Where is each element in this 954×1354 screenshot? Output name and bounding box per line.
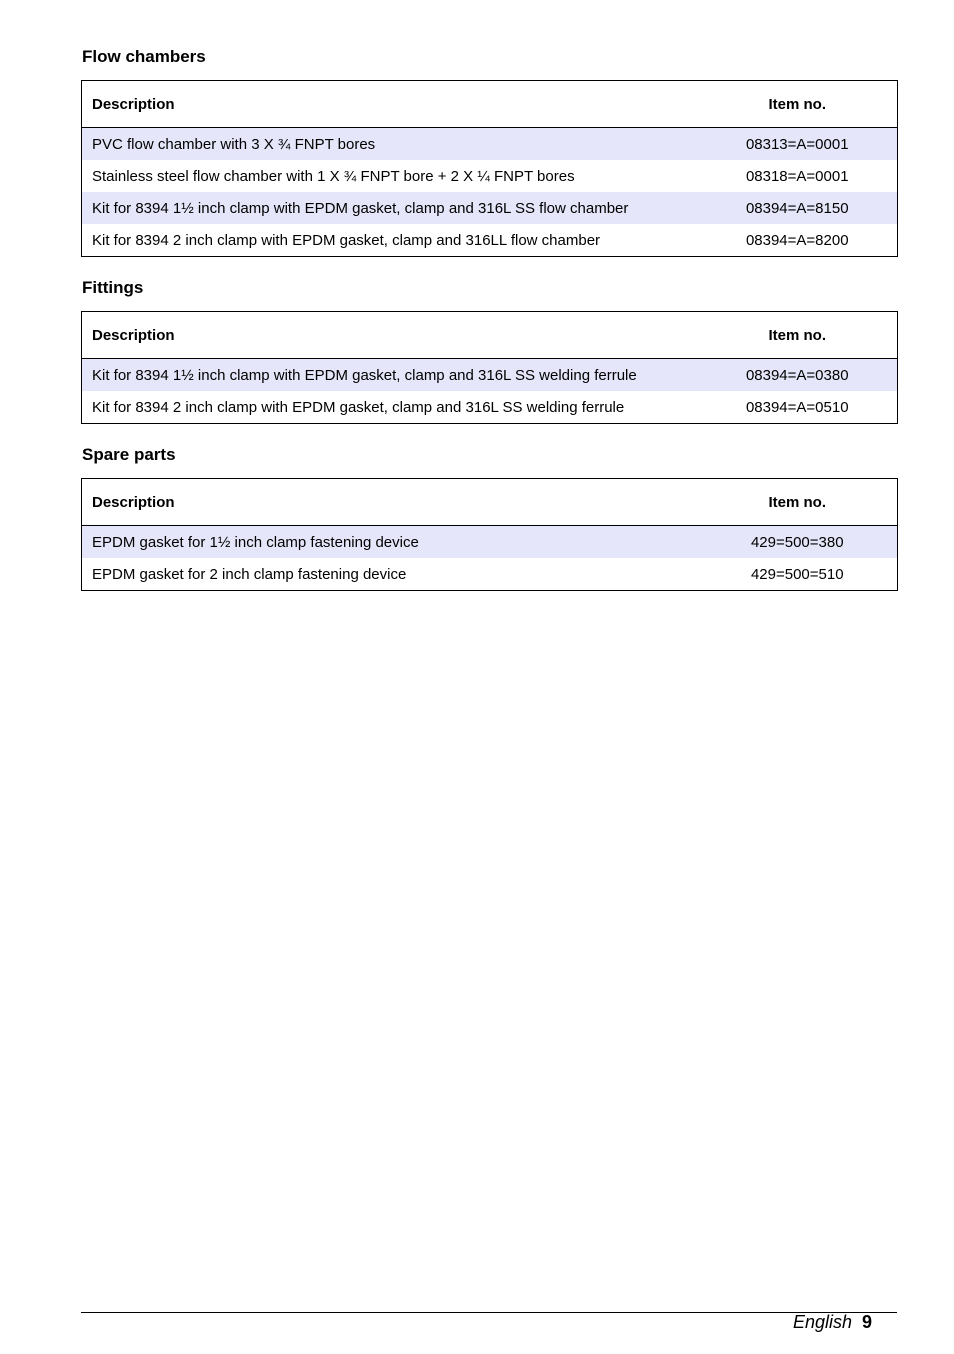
column-header-description: Description (82, 312, 698, 359)
row-description: EPDM gasket for 2 inch clamp fastening device (92, 565, 407, 583)
row-item-no: 08394=A=8200 (745, 231, 849, 249)
row-description: Stainless steel flow chamber with 1 X ¾ FNPT bore + 2 X ¼ FNPT bores (92, 167, 575, 185)
table-row (82, 192, 898, 224)
row-item-no: 429=500=510 (750, 565, 844, 583)
row-description: Kit for 8394 1½ inch clamp with EPDM gasket, clamp and 316L SS welding ferrule (82, 359, 698, 392)
row-description: Kit for 8394 1½ inch clamp with EPDM gasket, clamp and 316L SS flow chamber (82, 192, 698, 224)
row-item-no: 08394=A=0510 (745, 398, 849, 416)
table-row (82, 558, 898, 591)
footer-language: English (792, 1312, 852, 1332)
footer-divider (81, 1312, 897, 1313)
section-heading-fittings: Fittings (82, 278, 144, 297)
column-header-description: Description (82, 81, 698, 128)
table-header-row (82, 312, 898, 359)
column-header-item-no: Item no. (698, 312, 898, 359)
row-item-no: 08313=A=0001 (698, 128, 898, 161)
row-item-no: 429=500=380 (698, 526, 898, 559)
table-row (82, 526, 898, 559)
column-header-item-no: Item no. (698, 479, 898, 526)
spare-parts-table (81, 478, 898, 591)
section-heading-spare-parts: Spare parts (82, 445, 176, 464)
column-header-item-no: Item no. (698, 81, 898, 128)
row-description: PVC flow chamber with 3 X ¾ FNPT bores (82, 128, 698, 161)
fittings-table (81, 311, 898, 424)
table-header-row (82, 81, 898, 128)
row-item-no: 08394=A=0380 (698, 359, 898, 392)
table-row (82, 160, 898, 192)
table-row (82, 391, 898, 424)
row-description: Kit for 8394 2 inch clamp with EPDM gasket, clamp and 316LL flow chamber (92, 231, 601, 249)
row-description: Kit for 8394 2 inch clamp with EPDM gasket, clamp and 316L SS welding ferrule (92, 398, 625, 416)
table-row (82, 128, 898, 161)
column-header-description: Description (82, 479, 698, 526)
flow-chambers-table (81, 80, 898, 257)
table-row (82, 224, 898, 257)
table-row (82, 359, 898, 392)
row-item-no: 08394=A=8150 (698, 192, 898, 224)
page-footer (793, 1312, 872, 1332)
row-item-no: 08318=A=0001 (745, 167, 849, 185)
page-number: 9 (861, 1312, 872, 1332)
table-header-row (82, 479, 898, 526)
row-description: EPDM gasket for 1½ inch clamp fastening device (82, 526, 698, 559)
section-heading-flow-chambers: Flow chambers (82, 47, 206, 66)
